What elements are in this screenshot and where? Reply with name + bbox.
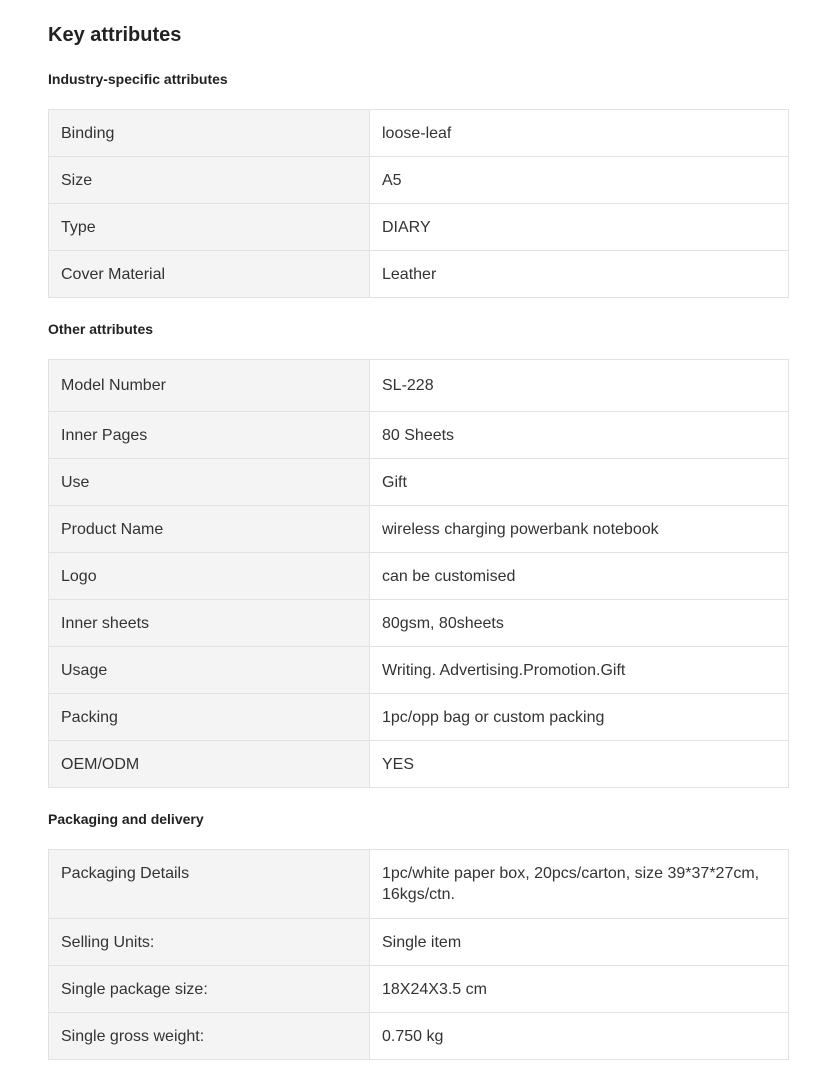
table-row: [49, 553, 789, 600]
attribute-key: Cover Material: [49, 251, 370, 298]
table-row: [49, 741, 789, 788]
table-row: [49, 694, 789, 741]
attribute-value: 80gsm, 80sheets: [370, 600, 789, 647]
attribute-value: YES: [370, 741, 789, 788]
table-row: [49, 459, 789, 506]
attribute-value: SL-228: [370, 360, 789, 412]
table-row: [49, 251, 789, 298]
attribute-value: 0.750 kg: [370, 1013, 789, 1060]
attribute-value: Writing. Advertising.Promotion.Gift: [370, 647, 789, 694]
attribute-key: Single gross weight:: [49, 1013, 370, 1060]
attribute-value: DIARY: [370, 204, 789, 251]
attribute-value: can be customised: [370, 553, 789, 600]
attribute-value: 80 Sheets: [370, 412, 789, 459]
table-row: [49, 600, 789, 647]
other-attributes-table: [48, 359, 789, 788]
table-row: [49, 110, 789, 157]
attribute-key: Selling Units:: [49, 919, 370, 966]
attribute-value: 18X24X3.5 cm: [370, 966, 789, 1013]
table-row: [49, 360, 789, 412]
attribute-value: Leather: [370, 251, 789, 298]
attribute-value: A5: [370, 157, 789, 204]
attribute-key: Use: [49, 459, 370, 506]
attribute-key: Inner Pages: [49, 412, 370, 459]
table-row: [49, 850, 789, 919]
attribute-key: Product Name: [49, 506, 370, 553]
attribute-key: Binding: [49, 110, 370, 157]
table-row: [49, 412, 789, 459]
attribute-key: Usage: [49, 647, 370, 694]
table-row: [49, 204, 789, 251]
attribute-key: Single package size:: [49, 966, 370, 1013]
table-row: [49, 506, 789, 553]
section-title-packaging-delivery: Packaging and delivery: [48, 811, 204, 827]
attribute-value: loose-leaf: [370, 110, 789, 157]
attribute-key: Size: [49, 157, 370, 204]
attribute-key: OEM/ODM: [49, 741, 370, 788]
section-title-industry-specific: Industry-specific attributes: [48, 71, 228, 87]
attribute-key: Packaging Details: [49, 850, 370, 919]
attribute-value: Gift: [370, 459, 789, 506]
industry-attributes-table: [48, 109, 789, 298]
attribute-key: Type: [49, 204, 370, 251]
attribute-key: Logo: [49, 553, 370, 600]
attribute-value: Single item: [370, 919, 789, 966]
table-row: [49, 157, 789, 204]
table-row: [49, 919, 789, 966]
attribute-key: Model Number: [49, 360, 370, 412]
table-row: [49, 1013, 789, 1060]
section-title-other-attributes: Other attributes: [48, 321, 154, 337]
attribute-key: Inner sheets: [49, 600, 370, 647]
attribute-value: 1pc/white paper box, 20pcs/carton, size 39*37*27cm, 16kgs/ctn.: [370, 850, 789, 919]
attribute-value: wireless charging powerbank notebook: [370, 506, 789, 553]
page-title: Key attributes: [48, 24, 182, 46]
packaging-delivery-table: [48, 849, 789, 1060]
table-row: [49, 966, 789, 1013]
table-row: [49, 647, 789, 694]
attribute-value: 1pc/opp bag or custom packing: [370, 694, 789, 741]
attribute-key: Packing: [49, 694, 370, 741]
